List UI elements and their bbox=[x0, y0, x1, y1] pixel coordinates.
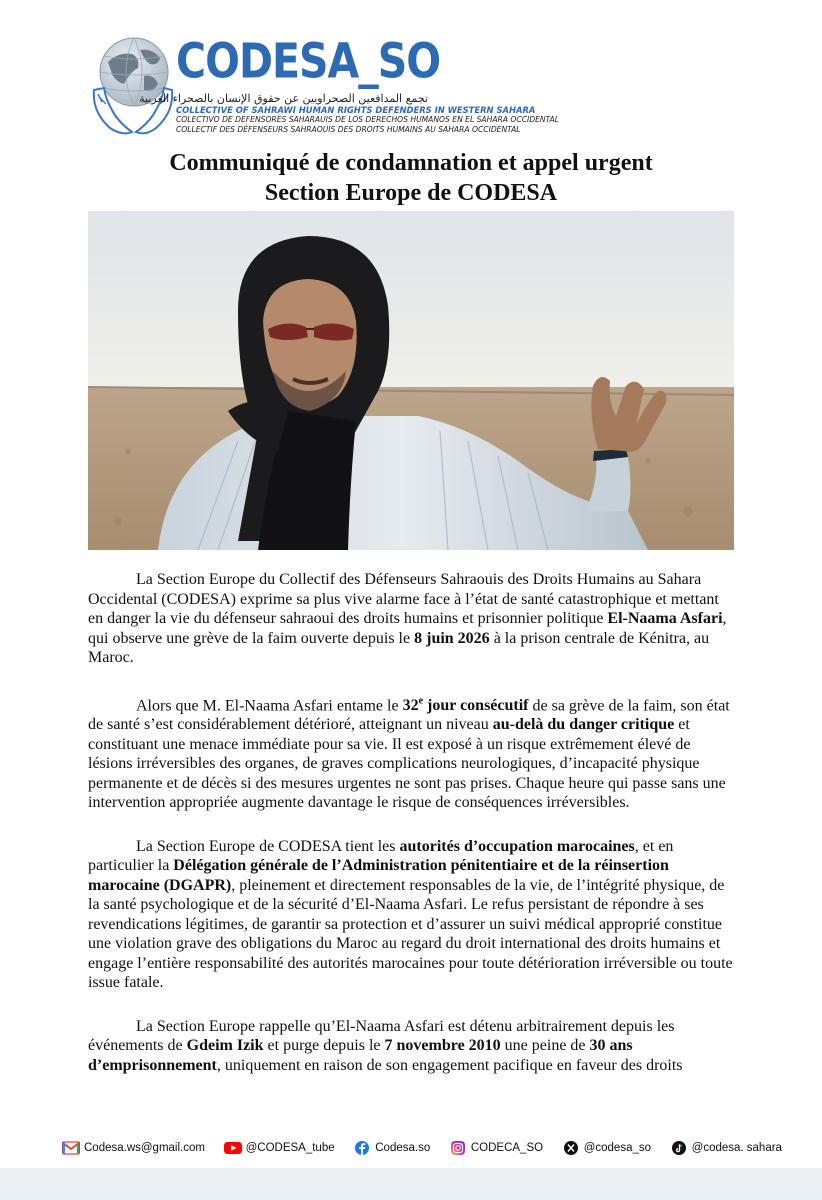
p4-bold-3: 30 ans d’emprisonnement bbox=[88, 1037, 633, 1074]
email-contact[interactable] bbox=[62, 1141, 205, 1155]
instagram-contact[interactable] bbox=[449, 1141, 543, 1155]
p4-text-4: , uniquement en raison de son engagement pacifique en faveur des droits bbox=[216, 1056, 683, 1074]
tiktok-icon bbox=[670, 1141, 688, 1155]
p3-text-2: , et en particulier la bbox=[88, 837, 674, 875]
instagram-handle[interactable]: CODECA_SO bbox=[470, 1142, 544, 1154]
codesa-logo bbox=[88, 28, 559, 144]
youtube-handle[interactable]: @CODESA_tube bbox=[245, 1142, 335, 1154]
p3-bold-2: Délégation générale de l’Administration pénitentiaire et de la réinsertion marocaine (DGAPR) bbox=[88, 857, 669, 894]
p4-text-1: La Section Europe rappelle qu’El-Naama Asfari est détenu arbitrairement depuis les événements de bbox=[88, 1017, 675, 1055]
youtube-contact[interactable] bbox=[224, 1141, 335, 1155]
paragraph-2 bbox=[88, 692, 736, 813]
page-bottom-strip bbox=[0, 1168, 822, 1200]
x-handle[interactable]: @codesa_so bbox=[583, 1142, 652, 1154]
p1-text-3: à la prison centrale de Kénitra, au Maroc. bbox=[88, 629, 710, 666]
p2-bold-day: 32 bbox=[402, 696, 419, 714]
p2-text-1: Alors que M. El-Naama Asfari entame le bbox=[136, 696, 403, 714]
communique-body bbox=[88, 570, 736, 1099]
gmail-icon bbox=[62, 1141, 80, 1155]
p1-bold-2: 8 juin 2026 bbox=[414, 629, 490, 647]
facebook-icon bbox=[353, 1141, 371, 1155]
brand-name: CODESA_SO bbox=[176, 32, 441, 90]
brand-english-line: COLLECTIVE OF SAHRAWI HUMAN RIGHTS DEFENDERS IN WESTERN SAHARA bbox=[176, 105, 536, 115]
p1-bold-1: El-Naama Asfari bbox=[607, 610, 723, 627]
brand-arabic-line: تجمع المدافعين الصحراويين عن حقوق الإنسان بالصحراء الغربية bbox=[139, 92, 428, 105]
portrait-illustration bbox=[88, 211, 734, 550]
title-line-2: Section Europe de CODESA bbox=[264, 180, 558, 206]
globe-hands-logo-icon bbox=[88, 32, 174, 138]
p2-ordinal-sup: e bbox=[418, 695, 424, 707]
title-line-1: Communiqué de condamnation et appel urgent bbox=[169, 150, 653, 176]
contact-footer bbox=[62, 1136, 782, 1160]
p4-text-2: et purge depuis le bbox=[263, 1037, 385, 1055]
page-title bbox=[0, 148, 822, 208]
p2-text-3: et constituant une menace immédiate pour sa vie. Il est exposé à un risque extrêmement élevé de lésions irréversibles des organes, de graves complications neurologiques, d’incapacité physique permanente et de décès si des mesures urgentes ne sont pas prises. Chaque heure qui passe sans une intervention appropriée augmente davantage le risque de conséquences irréversibles. bbox=[88, 716, 726, 812]
tiktok-contact[interactable] bbox=[670, 1141, 782, 1155]
brand-spanish-line: COLECTIVO DE DEFENSORES SAHARAUIS DE LOS DERECHOS HUMANOS EN EL SAHARA OCCIDENTAL bbox=[176, 115, 559, 124]
p1-text-1: La Section Europe du Collectif des Défenseurs Sahraouis des Droits Humains au Sahara Occidental (CODESA) exprime sa plus vive alarme face à l’état de santé catastrophique et mettant en danger la vie du défenseur sahraoui des droits humains et prisonnier politique bbox=[88, 571, 719, 627]
email-link[interactable]: Codesa.ws@gmail.com bbox=[84, 1142, 205, 1154]
p4-text-3: une peine de bbox=[500, 1037, 590, 1055]
p2-bold-1 bbox=[403, 697, 529, 714]
tiktok-handle[interactable]: @codesa. sahara bbox=[691, 1142, 782, 1154]
p2-text-2: de sa grève de la faim, son état de santé s’est considérablement détérioré, atteignant un niveau bbox=[88, 696, 730, 734]
brand-french-line: COLLECTIF DES DÉFENSEURS SAHRAOUIS DES DROITS HUMAINS AU SAHARA OCCIDENTAL bbox=[176, 125, 521, 134]
x-twitter-icon bbox=[562, 1141, 580, 1155]
facebook-handle[interactable]: Codesa.so bbox=[375, 1142, 431, 1154]
paragraph-3 bbox=[88, 837, 736, 993]
p1-text-2: , qui observe une grève de la faim ouverte depuis le bbox=[88, 610, 727, 647]
paragraph-1 bbox=[88, 570, 736, 668]
p4-bold-1: Gdeim Izik bbox=[186, 1037, 264, 1055]
youtube-icon bbox=[224, 1141, 242, 1155]
brand-block bbox=[139, 28, 559, 135]
instagram-icon bbox=[449, 1141, 467, 1155]
p3-text-3: , pleinement et directement responsables de la vie, de l’intégrité physique, de la santé psychologique et de la sécurité d’El-Naama Asfari. Le refus persistant de répondre à ses revendications légitimes, de garantir sa protection et d’assurer un suivi médical approprié constitue une violation grave des obligations du Maroc au regard du droit international des droits humains et engage l’entière responsabilité des autorités marocaines pour toute détérioration irréversible ou toute issue fatale. bbox=[88, 876, 733, 992]
x-contact[interactable] bbox=[562, 1141, 651, 1155]
p3-text-1: La Section Europe de CODESA tient les bbox=[136, 837, 400, 855]
p4-bold-2: 7 novembre 2010 bbox=[384, 1037, 501, 1055]
p2-bold-2: au-delà du danger critique bbox=[492, 716, 675, 734]
paragraph-4 bbox=[88, 1017, 736, 1076]
portrait-photo bbox=[88, 211, 734, 550]
p2-bold-day-label: jour consécutif bbox=[423, 696, 529, 714]
p3-bold-1: autorités d’occupation marocaines bbox=[399, 837, 635, 855]
facebook-contact[interactable] bbox=[353, 1141, 430, 1155]
